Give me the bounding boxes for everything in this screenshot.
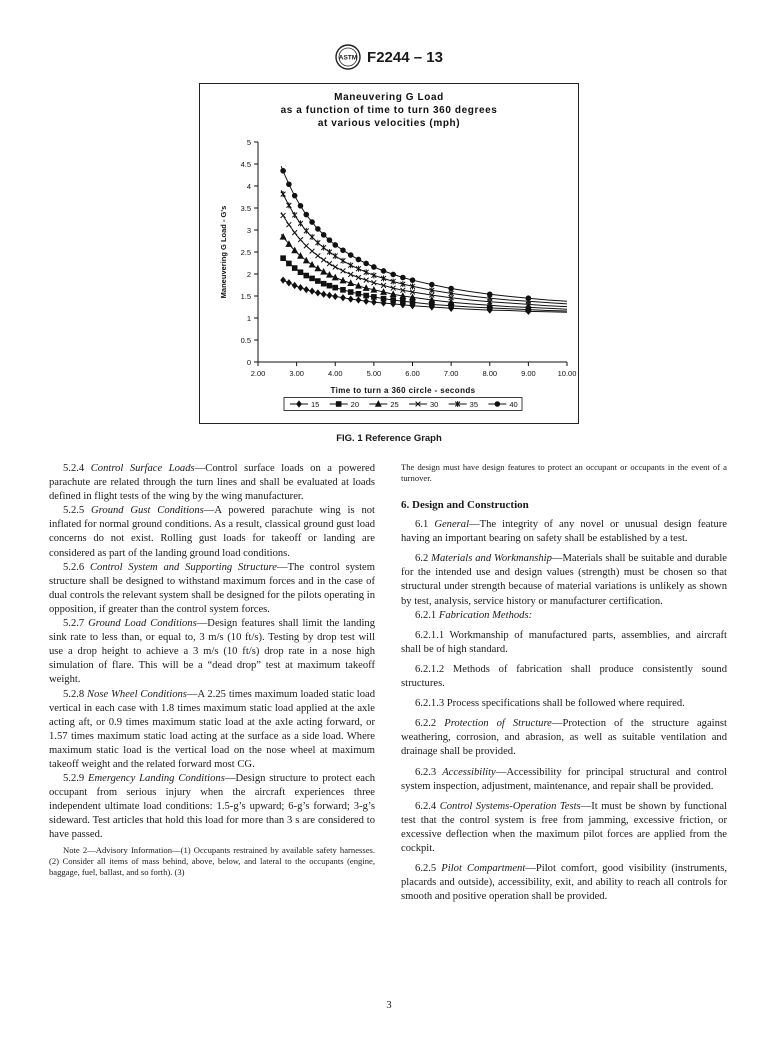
y-tick-label: 4.5: [240, 160, 251, 169]
series-marker-40: [526, 296, 531, 301]
series-marker-15: [292, 282, 297, 288]
series-marker-20: [341, 287, 346, 292]
section-5-2-6: 5.2.6 Control System and Supporting Structure—The control system structure shall be designed to withstand maximum forces and in the case of dual controls the relevant system shall be designed for the pilots operating in opposition, if greater than the control system forces.: [49, 561, 375, 615]
series-marker-40: [321, 232, 326, 237]
section-6-2-1-1: 6.2.1.1 Workmanship of manufactured parts, assemblies, and aircraft shall be of high standard.: [401, 629, 727, 655]
y-tick-label: 5: [246, 138, 251, 147]
series-marker-30: [327, 261, 332, 266]
page-header: [0, 44, 778, 75]
series-marker-15: [327, 292, 332, 298]
series-marker-15: [310, 288, 315, 294]
series-marker-35: [364, 269, 369, 275]
series-marker-15: [287, 280, 292, 286]
series-marker-15: [348, 296, 353, 302]
y-axis-label: Maneuvering G Load - G's: [219, 205, 228, 299]
section-6-2-1: 6.2.1 Fabrication Methods:: [415, 609, 533, 621]
x-tick-label: 10.00: [557, 369, 577, 378]
svg-text:ASTM: ASTM: [338, 54, 358, 62]
legend-label-20: 20: [350, 400, 360, 409]
section-5-2-9: 5.2.9 Emergency Landing Conditions—Design structure to protect each occupant from serious injury when the aircraft experiences three independent ultimate load conditions: 1.5-g’s upward; 6-g’s forward; 3-g’s sideward. Test articles that hold this load for more than 3 s are considered to have passed.: [49, 773, 375, 841]
series-marker-40: [487, 292, 492, 297]
series-marker-20: [364, 293, 369, 298]
series-marker-40: [356, 257, 361, 262]
series-marker-40: [429, 282, 434, 287]
series-marker-40: [400, 275, 405, 280]
series-marker-30: [310, 249, 315, 254]
section-5-2-5: 5.2.5 Ground Gust Conditions—A powered parachute wing is not inflated for normal ground conditions. As a result, classical ground gust load concerns do not exist. Rolling gust loads for takeoff or landing are considered as part of the landing ground load conditions.: [49, 505, 375, 559]
series-marker-30: [348, 272, 353, 277]
series-marker-35: [341, 258, 346, 264]
series-marker-15: [364, 298, 369, 304]
note-2-continued: The design must have design features to protect an occupant or occupants in the event of a turnover.: [401, 462, 727, 483]
y-tick-label: 3: [246, 226, 251, 235]
series-marker-40: [348, 253, 353, 258]
legend-marker-40: [495, 402, 500, 407]
g-load-chart: [200, 84, 578, 423]
right-column: [401, 462, 727, 904]
series-marker-15: [298, 285, 303, 291]
series-marker-35: [281, 191, 286, 197]
series-marker-30: [341, 269, 346, 274]
series-marker-20: [321, 281, 326, 286]
series-marker-20: [391, 298, 396, 303]
series-marker-40: [298, 203, 303, 208]
series-marker-30: [333, 265, 338, 270]
series-marker-15: [304, 287, 309, 293]
series-marker-25: [327, 272, 333, 277]
series-marker-40: [371, 265, 376, 270]
y-tick-label: 1: [246, 314, 251, 323]
y-tick-label: 2.5: [240, 248, 251, 257]
series-marker-20: [310, 276, 315, 281]
series-marker-15: [315, 290, 320, 296]
series-marker-35: [381, 275, 386, 281]
section-6-2-3: 6.2.3 Accessibility—Accessibility for principal structural and control system inspection, adjustment, maintenance, and repair shall be provided.: [401, 766, 727, 792]
series-marker-20: [381, 296, 386, 301]
legend-label-35: 35: [469, 400, 479, 409]
series-marker-25: [315, 266, 321, 271]
section-6-heading: 6. Design and Construction: [401, 499, 529, 511]
series-marker-30: [292, 230, 297, 235]
chart-title-line-2: as a function of time to turn 360 degrees: [280, 105, 498, 116]
series-marker-30: [315, 253, 320, 258]
series-marker-40: [304, 212, 309, 217]
series-marker-30: [281, 213, 286, 218]
series-marker-40: [364, 261, 369, 266]
series-marker-40: [310, 220, 315, 225]
series-marker-25: [332, 275, 338, 280]
x-tick-label: 3.00: [289, 369, 304, 378]
reference-graph-figure: [199, 83, 579, 424]
section-5-2-7: 5.2.7 Ground Load Conditions—Design features shall limit the landing sink rate to less than, or equal to, 3 m/s (10 ft/s). Testing by drop test will use a drop height to achieve a 3 m/s (10 ft/s) drop rate in a nose high simulation of flare. This will be a “dead drop” test at maximum takeoff weight.: [49, 618, 375, 686]
y-tick-label: 0.5: [240, 336, 251, 345]
series-marker-20: [410, 300, 415, 305]
x-tick-label: 4.00: [327, 369, 343, 378]
series-marker-15: [333, 293, 338, 299]
document-id: F2244 – 13: [367, 48, 443, 66]
y-tick-label: 3.5: [240, 204, 251, 213]
section-5-2-8: 5.2.8 Nose Wheel Conditions—A 2.25 times maximum loaded static load vertical in each case with 1.8 times maximum static load applied at the axle acting aft, or 0.9 times maximum static load at the axle acting forward, or 1.57 times maximum static load acting at the surface as a side load. Where maximum static load is the vertical load on the nose wheel at maximum takeoff weight and the related forward most CG.: [49, 688, 375, 770]
series-marker-40: [287, 182, 292, 187]
series-marker-25: [309, 262, 315, 267]
section-6-2-4: 6.2.4 Control Systems-Operation Tests—It must be shown by functional test that the control system is free from jamming, excessive friction, or excessive deflection when the maximum pilot forces are applied from the cockpit.: [401, 800, 727, 854]
note-2: Note 2—Advisory Information—(1) Occupants restrained by available safety harnesses. (2) Consider all items of mass behind, above, below, and lateral to the occupants (engine, baggage, fuel, ballast, and so forth). (3): [49, 844, 376, 877]
series-marker-40: [410, 278, 415, 283]
series-marker-35: [356, 266, 361, 272]
series-marker-30: [364, 278, 369, 283]
legend-label-25: 25: [390, 400, 399, 409]
section-6-2-1-3: 6.2.1.3 Process specifications shall be followed where required.: [415, 698, 685, 710]
legend-marker-20: [336, 402, 341, 407]
y-tick-label: 2: [246, 270, 251, 279]
series-marker-40: [381, 269, 386, 274]
series-marker-35: [327, 249, 332, 255]
series-marker-25: [321, 269, 327, 274]
series-marker-35: [304, 228, 309, 234]
series-marker-30: [298, 237, 303, 242]
legend-label-40: 40: [509, 400, 518, 409]
series-marker-40: [449, 286, 454, 291]
series-marker-15: [341, 295, 346, 301]
series-marker-40: [281, 168, 286, 173]
series-marker-20: [292, 266, 297, 271]
series-marker-35: [292, 212, 297, 218]
series-marker-40: [333, 243, 338, 248]
series-marker-30: [287, 222, 292, 227]
series-marker-20: [356, 291, 361, 296]
series-marker-40: [327, 238, 332, 243]
series-marker-30: [321, 258, 326, 263]
series-marker-35: [298, 220, 303, 226]
chart-title-line-3: at various velocities (mph): [317, 118, 461, 129]
y-tick-label: 0: [246, 358, 251, 367]
series-marker-15: [356, 297, 361, 303]
series-marker-20: [371, 294, 376, 299]
series-marker-20: [304, 273, 309, 278]
series-marker-35: [348, 262, 353, 268]
chart-title-line-1: Maneuvering G Load: [334, 92, 444, 103]
x-tick-label: 8.00: [482, 369, 498, 378]
series-marker-20: [287, 261, 292, 266]
x-tick-label: 2.00: [250, 369, 266, 378]
x-tick-label: 7.00: [443, 369, 459, 378]
x-axis-label: Time to turn a 360 circle - seconds: [330, 386, 476, 395]
series-marker-20: [281, 256, 286, 261]
series-marker-20: [298, 270, 303, 275]
section-6-1: 6.1 General—The integrity of any novel or unusual design feature having an important bearing on safety shall be established by a test.: [401, 519, 727, 545]
series-marker-35: [310, 234, 315, 240]
section-6-2: 6.2 Materials and Workmanship—Materials shall be suitable and durable for the intended use and design values (strength) must be chosen so that structural under strength because of material variations is unlikely as shown by test, analysis, service history or manufacturer certification.: [401, 553, 727, 607]
series-marker-20: [327, 283, 332, 288]
series-marker-30: [356, 275, 361, 280]
series-marker-35: [333, 253, 338, 259]
series-marker-20: [315, 279, 320, 284]
x-tick-label: 9.00: [521, 369, 536, 378]
series-marker-40: [292, 193, 297, 198]
section-6-2-1-2: 6.2.1.2 Methods of fabrication shall produce consistently sound structures.: [401, 663, 727, 690]
series-marker-15: [321, 291, 326, 297]
series-marker-40: [391, 272, 396, 277]
chart-legend: [284, 398, 522, 411]
astm-logo-icon: [335, 44, 361, 70]
series-marker-15: [281, 277, 286, 283]
legend-box: [284, 398, 522, 411]
y-tick-label: 1.5: [240, 292, 251, 301]
y-tick-label: 4: [246, 182, 251, 191]
section-6-2-5: 6.2.5 Pilot Compartment—Pilot comfort, good visibility (instruments, placards and outside), accessibility, exit, and ability to reach all controls for smooth and positive operation shall be provided.: [401, 863, 727, 903]
figure-caption: FIG. 1 Reference Graph: [336, 433, 442, 444]
series-marker-35: [287, 202, 292, 208]
series-marker-20: [333, 285, 338, 290]
section-5-2-4: 5.2.4 Control Surface Loads—Control surface loads on a powered parachute are related through the turn lines and shall be evaluated at loads defined in flight tests of the wing by the wing manufacturer.: [49, 463, 376, 503]
section-6-2-2: 6.2.2 Protection of Structure—Protection of the structure against weathering, corrosion, and abrasion, as well as suitable ventilation and drainage shall be provided.: [401, 718, 727, 758]
legend-label-30: 30: [430, 400, 439, 409]
x-tick-label: 6.00: [405, 369, 420, 378]
page-number: 3: [386, 1000, 392, 1011]
legend-label-15: 15: [311, 400, 320, 409]
series-marker-20: [400, 299, 405, 304]
series-marker-40: [341, 248, 346, 253]
series-marker-20: [348, 290, 353, 295]
series-marker-15: [371, 299, 376, 305]
series-marker-30: [304, 243, 309, 248]
series-marker-35: [315, 240, 320, 246]
x-tick-label: 5.00: [366, 369, 382, 378]
left-column: [49, 462, 375, 878]
series-marker-40: [315, 227, 320, 232]
series-marker-35: [321, 245, 326, 251]
